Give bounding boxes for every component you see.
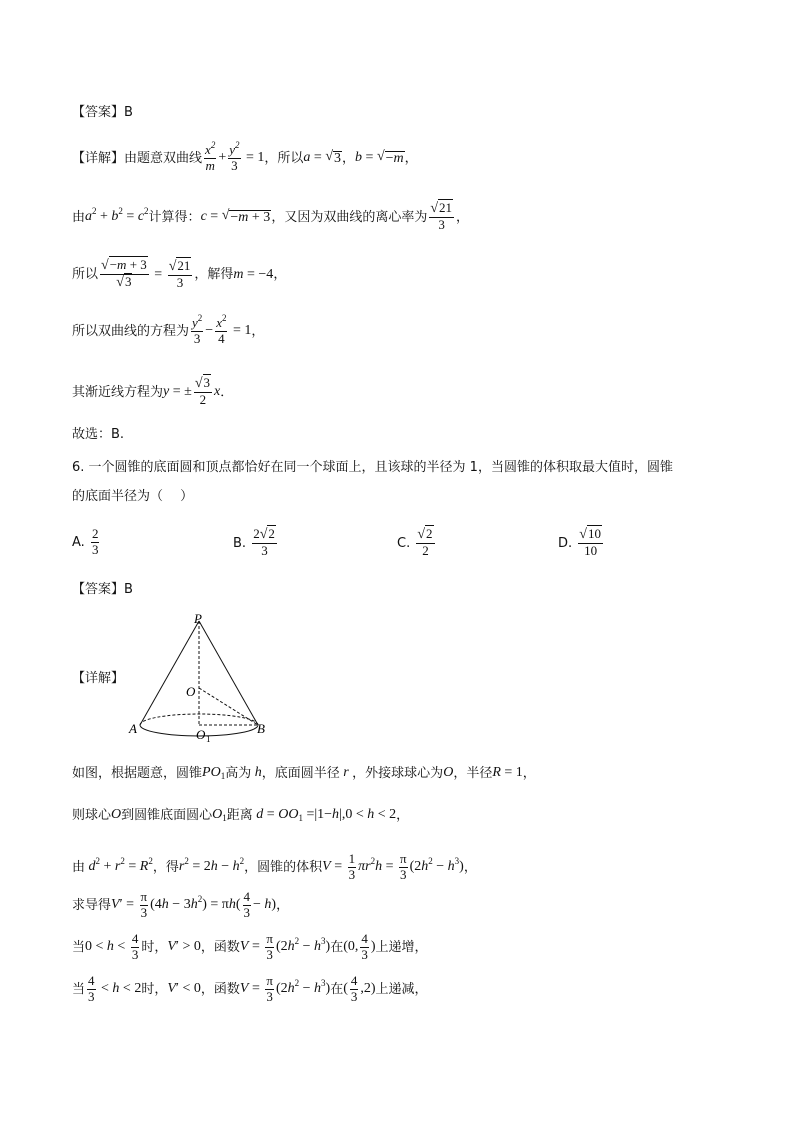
detail-text: ，	[342, 150, 356, 166]
solution-text: ，函数	[200, 939, 240, 955]
solution-line-1: 如图，根据题意，圆锥 $PO_1$ 高为 h ，底面圆半径 r ，外接球球心为 O ，半径 R = 1 ，	[72, 765, 536, 781]
solution-text: ，函数	[200, 981, 240, 997]
solution-text: ，	[463, 859, 477, 875]
detail-text: 所以	[72, 267, 99, 283]
solution-text: 高为	[225, 765, 252, 781]
detail-text: 由	[72, 209, 86, 225]
detail-line-4: 所以双曲线的方程为 $\frac{y^2}{3}$ − $\frac{x^2}{4}$ = 1 ，	[72, 313, 265, 346]
fraction: $\frac{√-m + 3}{√3}$	[101, 257, 147, 291]
fraction: $\frac{√3}{2}$	[194, 375, 211, 408]
detail-text: ，	[404, 150, 418, 166]
choice-text: 故选：B.	[72, 427, 125, 442]
solution-text: 距离	[226, 807, 253, 823]
detail-text: 由题意双曲线	[124, 150, 203, 166]
solution-text: 则球心	[72, 807, 112, 823]
option-d	[558, 527, 605, 559]
fraction: $\frac{√21}{3}$	[430, 200, 453, 233]
solution-text: 时，	[141, 939, 168, 955]
solution-text: 时，	[141, 981, 168, 997]
label-o: O	[186, 684, 196, 699]
answer-text: 【答案】B	[72, 582, 133, 597]
answer-line-2	[72, 583, 133, 596]
solution-line-3: 由 $d^2$ + $r^2$ = $R^2$ ，得 $r^2$ = 2 h − $h^2$ ，圆锥的体积 V = $\frac{1}{3}$ $\pi r^2h$ = $\frac{\pi}{3}$ (2 $h^2$ − $h^3$ ) ，	[72, 851, 477, 882]
option-b	[233, 527, 279, 559]
solution-line-5: 当 0 < h < $\frac{4}{3}$ 时， V ′ > 0 ，函数 V = $\frac{\pi}{3}$ (2 $h^2$ − $h^3$ ) 在 (0, $\frac{4}{3}$ ) 上递增，	[72, 931, 428, 962]
label-o1-sub: 1	[206, 734, 211, 744]
detail-line-5: 其渐近线方程为 y = ± $\frac{√3}{2}$ x ．	[72, 375, 234, 408]
label-o1: O	[196, 727, 206, 742]
fraction: $\frac{\pi}{3}$	[266, 931, 273, 962]
solution-text: 在	[330, 981, 344, 997]
fraction: $\frac{√21}{3}$	[168, 257, 191, 290]
option-c	[397, 527, 437, 559]
fraction: $\frac{4}{3}$	[361, 931, 368, 962]
label-b: B	[257, 721, 265, 736]
detail-text: ，	[273, 267, 287, 283]
fraction: $\frac{x^2}{4}$	[216, 313, 227, 346]
fraction: $\frac{4}{3}$	[243, 889, 251, 920]
answer-line-1	[72, 106, 133, 119]
fraction: $\frac{\pi}{3}$	[266, 973, 273, 1004]
detail-text: ，所以	[264, 150, 304, 166]
solution-text: ，得	[152, 859, 179, 875]
detail-label: 【详解】	[72, 150, 125, 166]
detail-label: 【详解】	[72, 671, 125, 686]
solution-text: ，	[276, 897, 290, 913]
fraction: $\frac{x^2}{m}$	[205, 140, 216, 173]
cone-edge-right	[199, 621, 258, 725]
solution-text: ，	[396, 807, 410, 823]
detail-text: 所以双曲线的方程为	[72, 323, 190, 339]
fraction: $\frac{\pi}{3}$	[399, 851, 407, 882]
detail-text: 其渐近线方程为	[72, 384, 164, 400]
label-p: P	[194, 611, 202, 626]
option-label: A.	[72, 534, 85, 550]
fraction: $\frac{2}{3}$	[91, 526, 99, 557]
cone-edge-left	[140, 621, 199, 725]
choice-line	[72, 428, 124, 441]
solution-text: 上递减，	[375, 981, 428, 997]
solution-text: 如图，根据题意，圆锥	[72, 765, 203, 781]
detail-label-2	[72, 672, 124, 685]
solution-text: ，	[522, 765, 536, 781]
solution-line-6: 当 $\frac{4}{3}$ < h < 2 时， V ′ < 0 ，函数 V = $\frac{\pi}{3}$ (2 $h^2$ − $h^3$ ) 在 ( $\frac{4}{3}$ ,2) 上递减，	[72, 973, 428, 1004]
fraction: $\frac{4}{3}$	[350, 973, 358, 1004]
option-a	[72, 527, 101, 558]
sqrt: √ −m + 3	[221, 208, 271, 226]
detail-line-1: 【详解】 由题意双曲线 $\frac{x^2}{m}$ + $\frac{y^2}{3}$ = 1 ，所以 a = √ 3 ， b = √ −m ，	[72, 140, 418, 173]
fraction: $\frac{\pi}{3}$	[140, 889, 148, 920]
option-label: C.	[397, 535, 411, 551]
solution-text: 到圆锥底面圆心	[121, 807, 213, 823]
solution-text: ，外接球球心为	[352, 765, 444, 781]
solution-line-4: 求导得 V ′ = $\frac{\pi}{3}$ (4 h − 3 $h^2$ ) = π h ( $\frac{4}{3}$ − h ) ，	[72, 889, 290, 920]
detail-line-3: 所以 $\frac{√-m + 3}{√3}$ = $\frac{√21}{3}$ ，解得 m = −4 ，	[72, 257, 287, 291]
solution-text: 上递增，	[375, 939, 428, 955]
fraction: $\frac{1}{3}$	[348, 851, 356, 882]
fraction: $\frac{√2}{2}$	[417, 526, 433, 559]
detail-text: ，又因为双曲线的离心率为	[271, 209, 428, 225]
solution-text: 当	[72, 939, 86, 955]
option-label: D.	[558, 535, 573, 551]
solution-text: ，圆锥的体积	[244, 859, 323, 875]
solution-text: ，底面圆半径	[261, 765, 340, 781]
detail-line-2: 由 $a^2$ + $b^2$ = $c^2$ 计算得： c = √ −m + 3 ，又因为双曲线的离心率为 $\frac{√21}{3}$ ，	[72, 200, 470, 233]
question-text: 的底面半径为（ ）	[72, 489, 194, 504]
detail-text: ，解得	[194, 267, 234, 283]
solution-line-2: 则球心 O 到圆锥底面圆心 $O_1$ 距离 d = $OO_1$ =|1− h |,0 < h < 2 ，	[72, 807, 410, 823]
detail-text: ，	[456, 209, 470, 225]
fraction: $\frac{y^2}{3}$	[192, 313, 203, 346]
label-a: A	[129, 721, 137, 736]
detail-text: 计算得：	[148, 209, 201, 225]
fraction: $\frac{y^2}{3}$	[229, 140, 240, 173]
question-6-line-1	[72, 461, 673, 474]
detail-text: ．	[220, 384, 234, 400]
sqrt: √ −m	[376, 149, 404, 167]
option-label: B.	[233, 535, 247, 551]
solution-text: 求导得	[72, 897, 112, 913]
question-6-line-2	[72, 490, 193, 503]
fraction: $\frac{4}{3}$	[131, 931, 139, 962]
solution-text: 由	[72, 859, 86, 875]
cone-figure	[120, 610, 280, 750]
solution-text: 当	[72, 981, 86, 997]
answer-text: 【答案】B	[72, 105, 133, 120]
solution-text: 在	[330, 939, 344, 955]
question-text: 6. 一个圆锥的底面圆和顶点都恰好在同一个球面上，且该球的半径为 1，当圆锥的体积取最大值时，圆锥	[72, 460, 673, 475]
solution-text: ，半径	[453, 765, 493, 781]
detail-text: ，	[251, 323, 265, 339]
fraction: $\frac{2√2}{3}$	[253, 526, 275, 559]
fraction: $\frac{√10}{10}$	[579, 526, 601, 559]
sqrt: √ 3	[325, 149, 342, 167]
fraction: $\frac{4}{3}$	[88, 973, 95, 1004]
